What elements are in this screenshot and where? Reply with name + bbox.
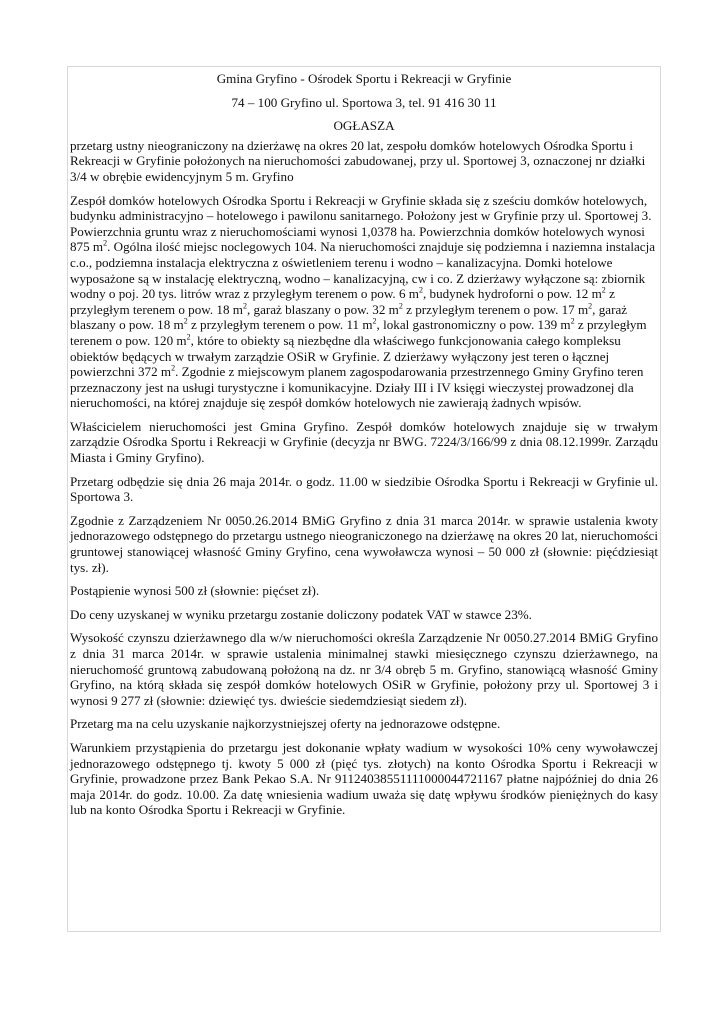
header-address: 74 – 100 Gryfino ul. Sportowa 3, tel. 91 416 30 11 [231,94,497,110]
vat-paragraph: Do ceny uzyskanej w wyniku przetargu zostanie doliczony podatek VAT w stawce 23%. [70,606,532,622]
tender-goal-paragraph: Przetarg ma na celu uzyskanie najkorzystniejszej oferty na jednorazowe odstępne. [70,716,501,732]
rent-paragraph: Wysokość czynszu dzierżawnego dla w/w nieruchomości określa Zarządzenie Nr 0050.27.2014 BMiG Gryfino z dnia 31 marca 2014r. w sprawie ustalenia minimalnej stawki miesięcznego czynszu dzierżawnego, na nieruchomość gruntową zabudowaną położoną na dz. nr 3/4 obręb 5 m. Gryfino, stanowiącą własność Gminy Gryfino, na którą składa się zespół domków hotelowych OSiR w Gryfinie, położony przy ul. Sportowej 3 i wynosi 9 277 zł (słownie: dziewięć tys. dwieście siedemdziesiąt siedem zł). [70,630,658,708]
header-announces: OGŁASZA [333,118,395,134]
ownership-paragraph: Właścicielem nieruchomości jest Gmina Gryfino. Zespół domków hotelowych znajduje się w trwałym zarządzie Ośrodka Sportu i Rekreacji w Gryfinie (decyzja nr BWG. 7224/3/166/99 z dnia 08.12.1999r. Zarządu Miasta i Gminy Gryfino). [70,418,658,466]
header-title: Gmina Gryfino - Ośrodek Sportu i Rekreacji w Gryfinie [216,71,512,86]
tender-date-paragraph: Przetarg odbędzie się dnia 26 maja 2014r. o godz. 11.00 w siedzibie Ośrodka Sportu i Rekreacji w Gryfinie ul. Sportowa 3. [70,473,658,505]
tender-subject-paragraph: przetarg ustny nieograniczony na dzierżawę na okres 20 lat, zespołu domków hotelowych Ośrodka Sportu i Rekreacji w Gryfinie położonych na nieruchomości zabudowanej, przy ul. Sportowej 3, oznaczonej nr działki 3/4 w obrębie ewidencyjnym 5 m. Gryfino [70,137,646,184]
announcement-page [67,66,661,932]
property-description-paragraph: Zespół domków hotelowych Ośrodka Sportu i Rekreacji w Gryfinie składa się z sześciu domków hotelowych, budynku administracyjno – hotelowego i pawilonu sanitarnego. Położony jest w Gryfinie przy ul. Sportowej 3. Powierzchnia gruntu wraz z nieruchomościami wynosi 1,0378 ha. Powierzchnia domków hotelowych wynosi 875 $m^2$. Ogólna ilość miejsc noclegowych 104. Na nieruchomości znajduje się podziemna i naziemna instalacja c.o., podziemna instalacja elektryczna z oświetleniem terenu i wodno – kanalizacyjna. Domki hotelowe wyposażone są w instalację elektryczną, wodno – kanalizacyjną, cw i co. Z dzierżawy wyłączone są: zbiornik wodny o poj. 20 tys. litrów wraz z przyległym terenem o pow. 6 $m^2$, budynek hydroforni o pow. 12 $m^2$ z przyległym terenem o pow. 18 $m^2$, garaż blaszany o pow. 32 $m^2$ z przyległym terenem o pow. 17 $m^2$, garaż blaszany o pow. 18 $m^2$ z przyległym terenem o pow. 11 $m^2$, lokal gastronomiczny o pow. 139 $m^2$ z przyległym terenem o pow. 120 $m^2$, które to obiekty są niezbędne dla właściwego funkcjonowania całego kompleksu obiektów będących w trwałym zarządzie OSiR w Gryfinie. Z dzierżawy wyłączony jest teren o łącznej powierzchni 372 $m^2$. Zgodnie z miejscowym planem zagospodarowania przestrzennego Gminy Gryfino teren przeznaczony jest na usługi turystyczne i komunikacyjne. Działy III i IV księgi wieczystej prowadzonej dla nieruchomości, na której znajduje się zespół domków hotelowych nie zawierają żadnych wpisów. [70,192,656,411]
deposit-paragraph: Warunkiem przystąpienia do przetargu jest dokonanie wpłaty wadium w wysokości 10% ceny wywoławczej jednorazowego odstępnego tj. kwoty 5 000 zł (pięć tys. złotych) na konto Ośrodka Sportu i Rekreacji w Gryfinie, prowadzone przez Bank Pekao S.A. Nr 91124038551111000044721167 płatne najpóźniej do dnia 26 maja 2014r. do godz. 10.00. Za datę wniesienia wadium uważa się datę wpływu środków pieniężnych do kasy lub na konto Ośrodka Sportu i Rekreacji w Gryfinie. [70,739,658,818]
starting-price-paragraph: Zgodnie z Zarządzeniem Nr 0050.26.2014 BMiG Gryfino z dnia 31 marca 2014r. w sprawie ustalenia kwoty jednorazowego odstępnego do przetargu ustnego nieograniczonego na dzierżawę na okres 20 lat, nieruchomości gruntowej stanowiącej własność Gminy Gryfino, cena wywoławcza wynosi – 50 000 zł (słownie: pięćdziesiąt tys. zł). [70,512,658,575]
bid-increment-paragraph: Postąpienie wynosi 500 zł (słownie: pięćset zł). [70,583,320,599]
